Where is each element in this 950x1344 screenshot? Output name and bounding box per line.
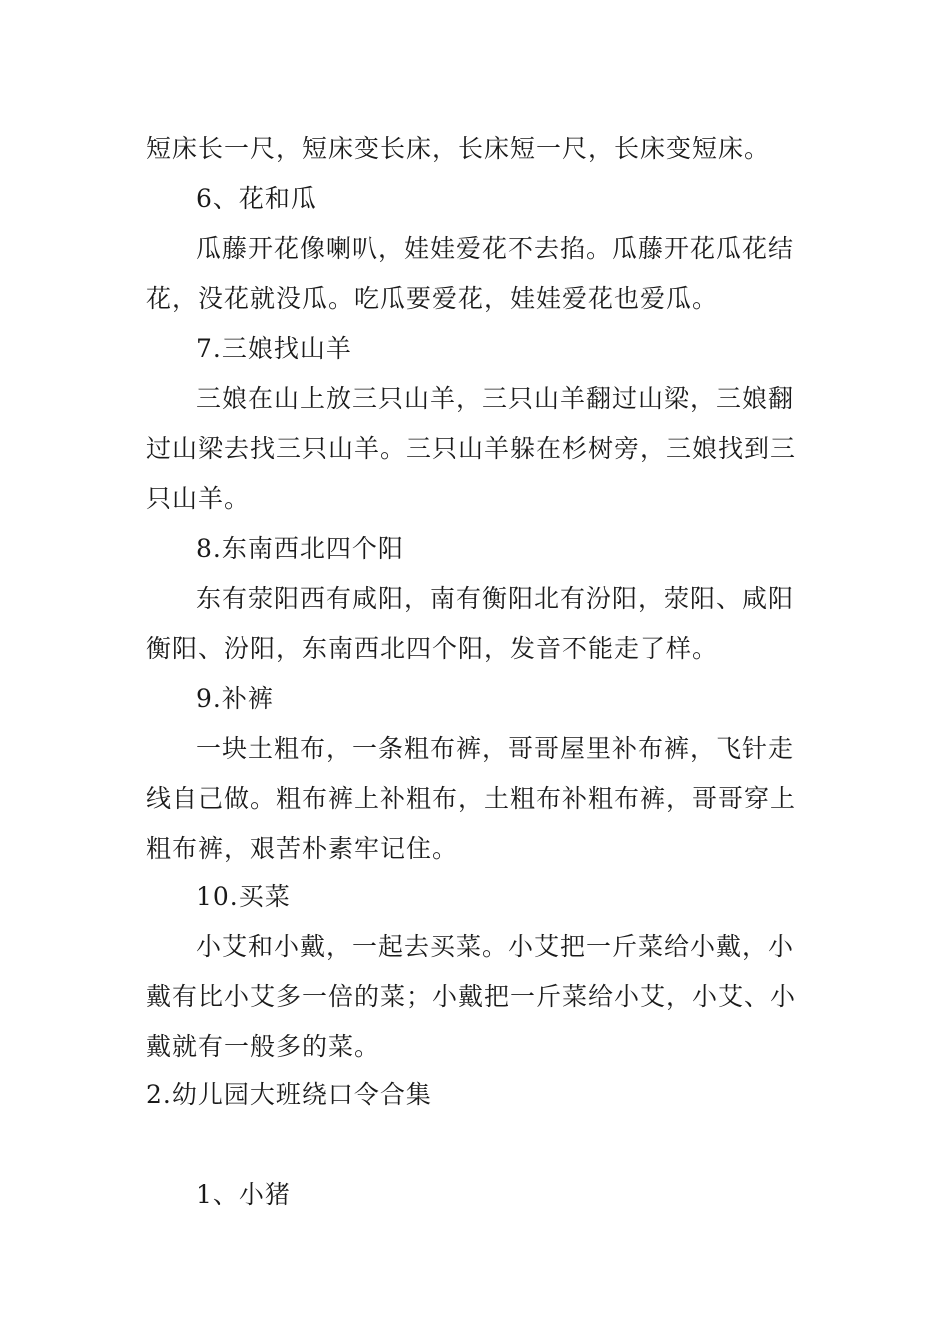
section-heading: 1、小猪	[196, 1180, 291, 1209]
section-heading: 8.东南西北四个阳	[196, 534, 404, 563]
body-text-line: 三娘在山上放三只山羊，三只山羊翻过山梁，三娘翻	[196, 384, 795, 413]
body-text-line: 短床长一尺，短床变长床，长床短一尺，长床变短床。	[146, 134, 771, 163]
body-text-line: 只山羊。	[146, 484, 251, 513]
section-heading: 6、花和瓜	[196, 184, 317, 213]
body-text-line: 戴就有一般多的菜。	[146, 1032, 381, 1061]
body-text-line: 线自己做。粗布裤上补粗布，土粗布补粗布裤，哥哥穿上	[146, 784, 797, 813]
section-heading: 10.买菜	[196, 882, 291, 911]
body-text-line: 戴有比小艾多一倍的菜；小戴把一斤菜给小艾，小艾、小	[146, 982, 797, 1011]
section-heading: 9.补裤	[196, 684, 274, 713]
body-text-line: 东有荥阳西有咸阳，南有衡阳北有汾阳，荥阳、咸阳	[196, 584, 795, 613]
section-heading: 7.三娘找山羊	[196, 334, 352, 363]
body-text-line: 粗布裤，艰苦朴素牢记住。	[146, 834, 459, 863]
body-text-line: 过山梁去找三只山羊。三只山羊躲在杉树旁，三娘找到三	[146, 434, 797, 463]
body-text-line: 衡阳、汾阳，东南西北四个阳，发音不能走了样。	[146, 634, 719, 663]
body-text-line: 瓜藤开花像喇叭，娃娃爱花不去掐。瓜藤开花瓜花结	[196, 234, 795, 263]
chapter-heading: 2.幼儿园大班绕口令合集	[146, 1080, 432, 1109]
body-text-line: 小艾和小戴，一起去买菜。小艾把一斤菜给小戴，小	[196, 932, 795, 961]
body-text-line: 花，没花就没瓜。吃瓜要爱花，娃娃爱花也爱瓜。	[146, 284, 719, 313]
body-text-line: 一块土粗布，一条粗布裤，哥哥屋里补布裤，飞针走	[196, 734, 795, 763]
